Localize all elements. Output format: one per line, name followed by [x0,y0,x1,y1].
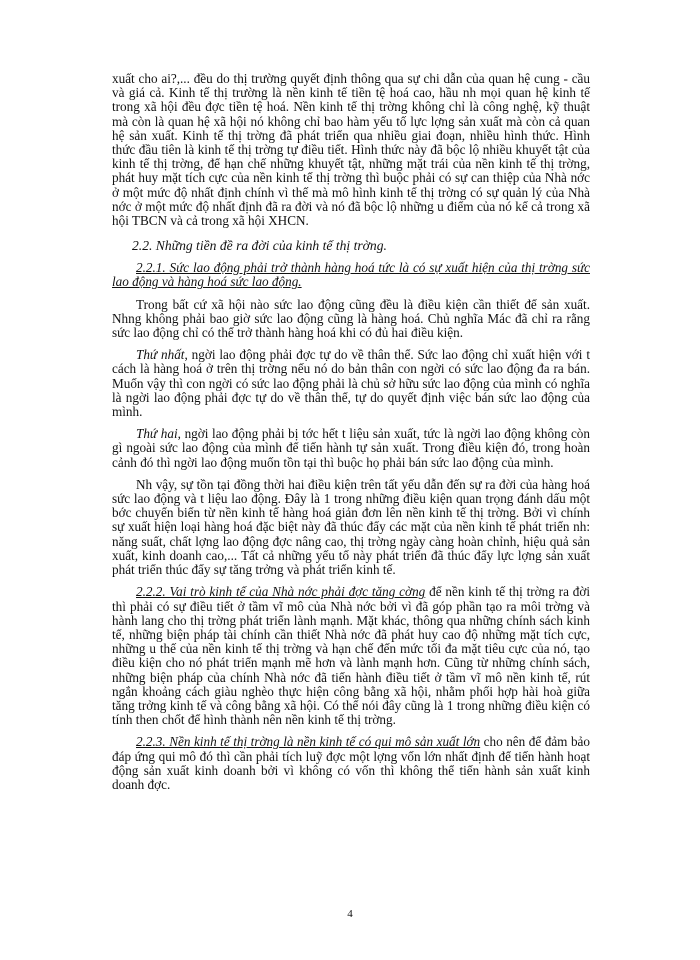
paragraph-coexistence: Nh vậy, sự tồn tại đồng thời hai điều kiện trên tất yếu dẫn đến sự ra đời của hàng hoá sức lao động và t liệu lao động. Đây là 1 trong những điều kiện quan trọng đánh dấu một bớc chuyển biến từ nền kinh tế hàng hoá giản đơn lên nền kinh tế thị trờng. Bởi vì chính sự xuất hiện loại hàng hoá đặc biệt này đã thúc đẩy các mặt của nền kinh tế phát triển nh: năng suất, chất lợng lao động đợc nâng cao, thị trờng ngày càng hoàn chỉnh, hiệu quả sản xuất, kinh doanh cao,... Tất cả những yếu tố này phát triển đã thúc đẩy lực lợng sản xuất phát triển thúc đẩy sự tăng trởng và phát triển kinh tế. [112,476,590,578]
document-page [112,72,590,792]
state-role-text: để nền kinh tế thị trờng ra đời thì phải có sự điều tiết ở tầm vĩ mô của Nhà nớc bởi vì đã góp phần tạo ra môi trờng và hành lang cho thị trờng phát triển lành mạnh. Mặt khác, thông qua những chính sách kinh tế, những biện pháp tài chính cần thiết Nhà nớc đã phát huy cao độ những mặt tích cực, những u thế của nền kinh tế thị trờng và hạn chế đến mức tối đa mặt tiêu cực của nó, tạo điều kiện cho nó phát triển mạnh mẽ hơn và lành mạnh hơn. Cũng từ những chính sách, những biện pháp của chính Nhà nớc đã tiến hành điều tiết ở tầm vĩ mô nền kinh tế, rút ngắn khoảng cách giàu nghèo thực hiện công bằng xã hội, nhằm phối hợp hài hoà giữa tăng trởng kinh tế và công bằng xã hội. Có thể nói đây cũng là 1 trong những điều kiện có tính then chốt để hình thành nên nền kinh tế thị trờng. [112,584,590,728]
paragraph-labor-conditions: Trong bất cứ xã hội nào sức lao động cũng đều là điều kiện cần thiết để sản xuất. Nhng không phải bao giờ sức lao động cũng là hàng hoá. Chủ nghĩa Mác đã chỉ ra rằng sức lao động chỉ có thể trở thành hàng hoá khi có đủ hai điều kiện. [112,296,590,341]
paragraph-intro: xuất cho ai?,... đều do thị trường quyết định thông qua sự chi dẫn của quan hệ cung - cầu và giá cả. Kinh tế thị trường là nền kinh tế tiền tệ hoá cao, hầu nh mọi quan hệ kinh tế trong xã hội đều đợc tiền tệ hoá. Nền kinh tế thị trờng không chỉ là công nghệ, kỹ thuật mà còn là quan hệ xã hội nó không chỉ bao hàm yếu tố lực lợng sản xuất mà còn cả quan hệ sản xuất. Kinh tế thị trờng đã phát triển qua nhiều giai đoạn, nhiều hình thức. Hình thức đầu tiên là kinh tế thị trờng tự điều tiết. Hình thức này đã bộc lộ nhiều khuyết tật của kinh tế thị trờng, để hạn chế những khuyết tật, những mặt trái của nền kinh tế thị trờng, phát huy mặt tích cực của nền kinh tế thị trờng thì buộc phải có sự can thiệp của Nhà nớc ở một mức độ nhất định chính vì thế mà mô hình kinh tế thị trờng có sự quản lý của Nhà nớc ở một mức độ nhất định đã ra đời và nó đã bộc lộ những u điểm của nó kể cả trong xã hội TBCN và cả trong xã hội XHCN. [112,71,590,229]
paragraph-second-condition [112,427,590,470]
first-condition-text: , ngời lao động phải đợc tự do về thân thể. Sức lao động chỉ xuất hiện với t cách là hàng hoá ở trên thị trờng nếu nó do bản thân con ngời có sức lao động đa ra bán. Muốn vậy thì con ngời có sức lao động phải là chủ sở hữu sức lao động của mình có nghĩa là ngời lao động phải đợc tự do về thân thể, tự do quyết định việc bán sức lao động của mình. [112,347,590,420]
second-condition-lead: Thứ hai [136,426,178,442]
subheading-2-2-2-text: 2.2.2. Vai trò kinh tế của Nhà nớc phải đợc tăng cờng [136,584,426,600]
page-number: 4 [347,908,353,920]
paragraph-state-role [112,585,590,727]
first-condition-lead: Thứ nhất [136,347,185,363]
paragraph-first-condition [112,348,590,419]
paragraph-scale [112,735,590,792]
section-heading-2-2: 2.2. Những tiền đề ra đời của kinh tế thị trờng. [132,238,387,254]
subheading-2-2-3-text: 2.2.3. Nền kinh tế thị trờng là nền kinh tế có qui mô sản xuất lớn [136,734,481,750]
subheading-2-2-1-text: 2.2.1. Sức lao động phải trở thành hàng hoá tức là có sự xuất hiện của thị trờng sức lao động và hàng hoá sức lao động. [112,260,590,290]
second-condition-text: , ngời lao động phải bị tớc hết t liệu sản xuất, tức là ngời lao động không còn gì ngoài sức lao động của mình để tiến hành tự sản xuất. Trong điều kiện đó, trong hoàn cảnh đó thì ngời lao động muốn tồn tại thì buộc họ phải bán sức lao động của mình. [112,426,590,470]
scale-text: cho nên để đảm bảo đáp ứng qui mô đó thì cần phải tích luỹ đợc một lợng vốn lớn nhất định để tiến hành hoạt động sản xuất kinh doanh bởi vì không có vốn thì không thể tiến hành sản xuất kinh doanh đợc. [112,734,590,792]
subheading-2-2-1 [112,261,590,289]
